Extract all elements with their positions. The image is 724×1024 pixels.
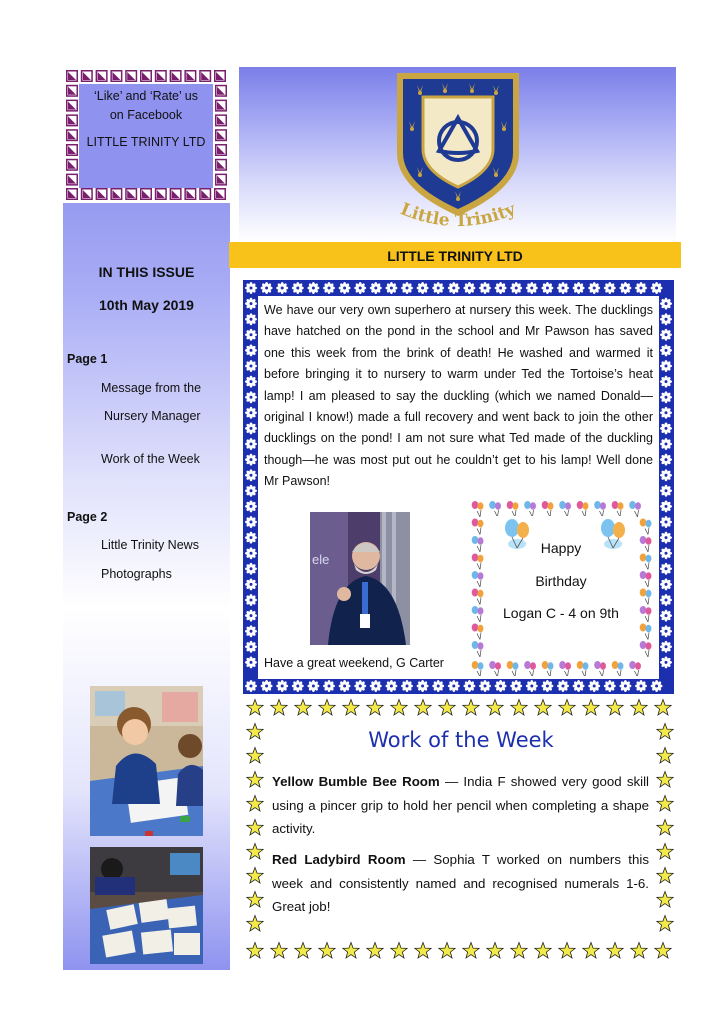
contents-item-work-of-week: Work of the Week: [101, 452, 200, 466]
worksheets-photo: [90, 847, 203, 964]
message-body: We have our very own superhero at nursery this week. The ducklings have hatched on the pond in the school and Mr Pawson has saved one this week from the brink of death! He washed and warmed it before bringing it to nursery to warm under Ted the Tortoise’s heat lamp! I am pleased to say the duckling (which we named Donald—original I know!) made a full recovery and went back to join the other ducklings on the pond! I am not sure what Ted made of the duckling though—he was most put out he couldn’t get to his lamp! Well done Mr Pawson!: [264, 303, 653, 489]
child-drawing-photo: [90, 686, 203, 836]
contents-page2-label: Page 2: [67, 510, 108, 524]
facebook-box-text: [79, 84, 213, 188]
red-room-text: — Sophia T worked on numbers this week and consistently named and recognised numerals 1-6. Great job!: [272, 852, 649, 914]
facebook-line-2: on Facebook: [109, 108, 183, 122]
facebook-box: [63, 67, 230, 203]
header-banner: [239, 67, 676, 242]
issue-heading: IN THIS ISSUE: [98, 264, 195, 280]
logo-text: Little Trinity: [397, 199, 519, 232]
birthday-box: [468, 498, 654, 676]
birthday-line-3: Logan C - 4 on 9th: [503, 605, 619, 621]
contents-item-message-a: Message from the: [101, 381, 202, 395]
work-item-yellow-room: [272, 770, 649, 841]
contents-item-message-b: Nursery Manager: [104, 409, 201, 423]
title-bar: LITTLE TRINITY LTD: [229, 242, 681, 268]
work-of-week-title: Work of the Week: [368, 728, 554, 752]
contents-page1-label: Page 1: [67, 352, 108, 366]
contents-item-photographs: Photographs: [101, 567, 172, 581]
birthday-inner: [486, 516, 636, 658]
birthday-line-1: Happy: [540, 540, 582, 556]
contents-item-news: Little Trinity News: [101, 538, 199, 552]
message-inner: [258, 296, 659, 679]
svg-text:ele: ele: [312, 552, 330, 567]
mr-carter-photo: [310, 512, 410, 645]
work-item-red-room: [272, 848, 649, 919]
birthday-line-2: Birthday: [535, 573, 587, 589]
work-of-week-section: [245, 698, 677, 963]
facebook-line-1: ‘Like’ and ‘Rate’ us: [94, 89, 198, 103]
message-signoff: Have a great weekend, G Carter: [264, 656, 444, 670]
yellow-room-name: Yellow Bumble Bee Room: [272, 774, 440, 789]
issue-date: 10th May 2019: [99, 297, 194, 313]
sidebar: [63, 67, 230, 970]
yellow-room-text: — India F showed very good skill using a pincer grip to hold her pencil when completing a shape activity.: [272, 774, 649, 836]
little-trinity-logo: [393, 71, 523, 236]
facebook-line-3: LITTLE TRINITY LTD: [86, 135, 206, 149]
red-room-name: Red Ladybird Room: [272, 852, 406, 867]
message-box: [243, 280, 674, 694]
